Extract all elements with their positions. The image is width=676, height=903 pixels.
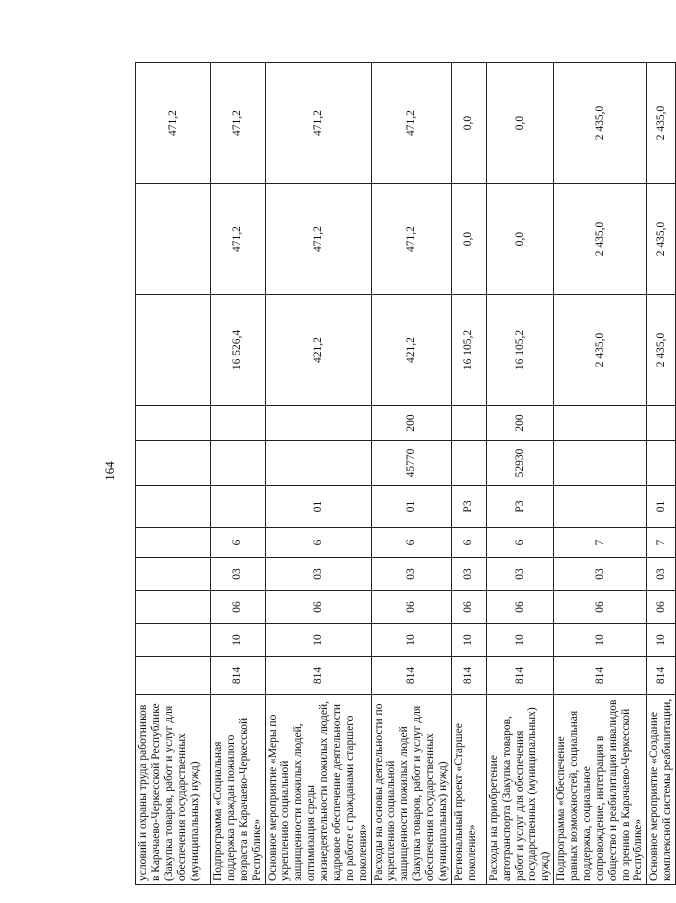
program-code: 03 [371,558,451,591]
amount-2: 0,0 [451,184,486,295]
row-name: Подпрограмма «Социальная поддержка граждан пожилого возраста в Карачаево-Черкесской Республике» [211,695,266,885]
direction-code [211,441,266,486]
amount-1: 421,2 [265,295,371,406]
program-code: 03 [211,558,266,591]
table-row [486,63,553,885]
admin-code: 814 [371,657,451,695]
admin-code: 814 [486,657,553,695]
subsection-code: 06 [451,591,486,624]
budget-table [135,62,676,885]
expense-type-code [647,406,676,441]
event-code: 01 [371,486,451,528]
subprogram-code: 6 [486,528,553,558]
expense-type-code [136,406,211,441]
program-code: 03 [451,558,486,591]
subsection-code: 06 [211,591,266,624]
table-row [554,63,647,885]
section-code: 10 [211,624,266,657]
row-name: Расходы на приобретение автотранспорта (Закупка товаров, работ и услуг для обеспечения государственных (муниципальных) нужд) [486,695,553,885]
section-code: 10 [486,624,553,657]
table-row [136,63,211,885]
amount-1: 2 435,0 [647,295,676,406]
amount-3: 2 435,0 [647,63,676,184]
direction-code [265,441,371,486]
direction-code [647,441,676,486]
program-code: 03 [647,558,676,591]
table-row [265,63,371,885]
event-code: P3 [486,486,553,528]
admin-code: 814 [554,657,647,695]
amount-1 [136,295,211,406]
subprogram-code: 7 [554,528,647,558]
amount-2: 471,2 [265,184,371,295]
amount-1: 16 105,2 [486,295,553,406]
event-code [211,486,266,528]
expense-type-code [554,406,647,441]
section-code: 10 [265,624,371,657]
admin-code: 814 [451,657,486,695]
event-code: 01 [265,486,371,528]
subsection-code: 06 [265,591,371,624]
event-code: 01 [647,486,676,528]
row-name: Основное мероприятие «Меры по укреплению социальной защищенности пожилых людей, оптимизация среды жизнедеятельности пожилых людей, кадровое обеспечение деятельности по работе с гражданами старшего поколения» [265,695,371,885]
admin-code: 814 [647,657,676,695]
row-name: Подпрограмма «Обеспечение равных возможностей, социальная поддержка, социальное сопровождение, интеграция в общество и реабилитация инвалидов по зрению в Карачаево-Черкесской Республике» [554,695,647,885]
admin-code [136,657,211,695]
event-code [136,486,211,528]
amount-2: 471,2 [371,184,451,295]
section-code: 10 [647,624,676,657]
subprogram-code: 7 [647,528,676,558]
row-name: Основное мероприятие «Создание комплексной системы реабилитации, [647,695,676,885]
subprogram-code: 6 [371,528,451,558]
amount-3: 0,0 [451,63,486,184]
event-code: P3 [451,486,486,528]
subsection-code: 06 [554,591,647,624]
subprogram-code: 6 [265,528,371,558]
subsection-code: 06 [647,591,676,624]
expense-type-code: 200 [371,406,451,441]
direction-code [136,441,211,486]
direction-code [554,441,647,486]
rotated-table-container [135,63,674,885]
expense-type-code [265,406,371,441]
subsection-code: 06 [371,591,451,624]
subprogram-code: 6 [211,528,266,558]
subsection-code [136,591,211,624]
section-code: 10 [451,624,486,657]
program-code: 03 [265,558,371,591]
page-number: 164 [102,461,117,481]
amount-3: 0,0 [486,63,553,184]
row-name: условий и охраны труда работников в Карачаево-Черкесской Республике (Закупка товаров, работ и услуг для обеспечения государственных (муниципальных) нужд) [136,695,211,885]
amount-1: 16 526,4 [211,295,266,406]
row-name: Расходы на основы деятельности по укреплению социальной защищенности пожилых людей (Закупка товаров, работ и услуг для обеспечения государственных (муниципальных) нужд) [371,695,451,885]
admin-code: 814 [265,657,371,695]
program-code: 03 [486,558,553,591]
amount-3: 471,2 [371,63,451,184]
program-code [136,558,211,591]
section-code [136,624,211,657]
amount-2: 2 435,0 [554,184,647,295]
amount-2 [136,184,211,295]
table-row [647,63,676,885]
section-code: 10 [371,624,451,657]
row-name: Региональный проект «Старшее поколение» [451,695,486,885]
direction-code: 45770 [371,441,451,486]
direction-code: 52930 [486,441,553,486]
expense-type-code [211,406,266,441]
amount-3: 471,2 [265,63,371,184]
amount-2: 0,0 [486,184,553,295]
table-row [451,63,486,885]
amount-2: 471,2 [211,184,266,295]
expense-type-code: 200 [486,406,553,441]
event-code [554,486,647,528]
amount-1: 421,2 [371,295,451,406]
subprogram-code: 6 [451,528,486,558]
amount-2: 2 435,0 [647,184,676,295]
direction-code [451,441,486,486]
amount-1: 2 435,0 [554,295,647,406]
amount-1: 16 105,2 [451,295,486,406]
amount-3: 2 435,0 [554,63,647,184]
section-code: 10 [554,624,647,657]
table-row [211,63,266,885]
amount-3: 471,2 [211,63,266,184]
amount-3: 471,2 [136,63,211,184]
admin-code: 814 [211,657,266,695]
table-row [371,63,451,885]
subsection-code: 06 [486,591,553,624]
expense-type-code [451,406,486,441]
subprogram-code [136,528,211,558]
program-code: 03 [554,558,647,591]
